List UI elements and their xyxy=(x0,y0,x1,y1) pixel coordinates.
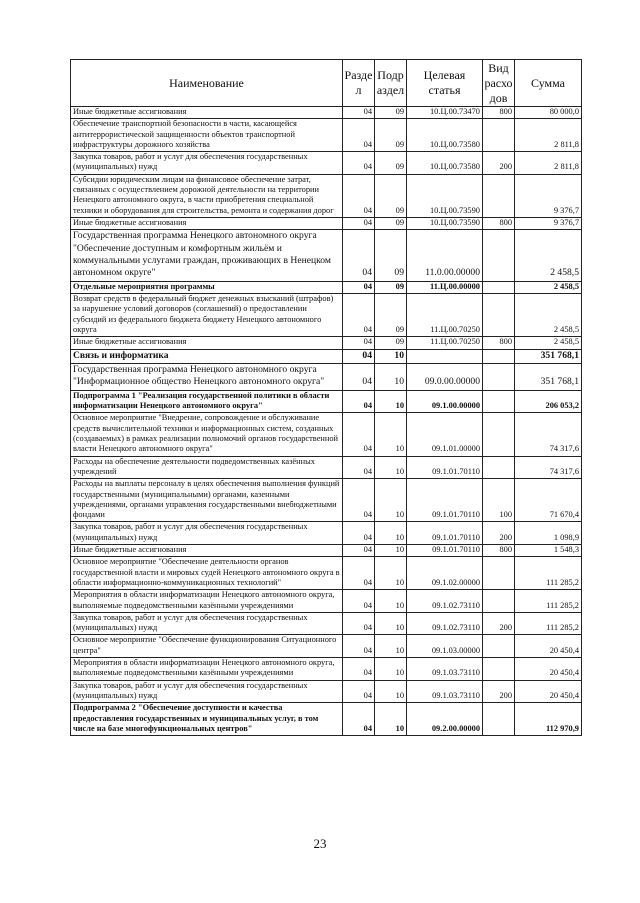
cell-section: 04 xyxy=(343,230,375,282)
cell-section: 04 xyxy=(343,456,375,479)
cell-sum: 1 548,3 xyxy=(515,545,582,557)
cell-expense-type xyxy=(483,349,515,363)
cell-sum: 71 670,4 xyxy=(515,479,582,522)
cell-name: Расходы на выплаты персоналу в целях обеспечения выполнения функций государственными (муниципальными) органами, казенными учреждениями, органами управления государственными внебюджетными фондами xyxy=(71,479,343,522)
table-row xyxy=(71,658,582,681)
cell-section: 04 xyxy=(343,174,375,217)
cell-expense-type: 200 xyxy=(483,152,515,175)
cell-section: 04 xyxy=(343,107,375,119)
cell-subsection: 10 xyxy=(375,545,407,557)
cell-target: 11.Ц.00.70250 xyxy=(407,337,483,349)
cell-subsection: 10 xyxy=(375,522,407,545)
cell-section: 04 xyxy=(343,479,375,522)
cell-expense-type xyxy=(483,230,515,282)
table-row xyxy=(71,522,582,545)
cell-expense-type xyxy=(483,703,515,736)
cell-expense-type: 800 xyxy=(483,545,515,557)
cell-sum: 2 458,5 xyxy=(515,294,582,337)
cell-expense-type xyxy=(483,119,515,152)
header-name: Наименование xyxy=(71,60,343,107)
cell-sum: 2 811,8 xyxy=(515,152,582,175)
cell-expense-type xyxy=(483,281,515,293)
header-target: Целевая статья xyxy=(407,60,483,107)
table-row xyxy=(71,590,582,613)
cell-sum: 2 458,5 xyxy=(515,337,582,349)
cell-subsection: 10 xyxy=(375,479,407,522)
cell-sum: 20 450,4 xyxy=(515,658,582,681)
cell-target: 09.1.02.00000 xyxy=(407,557,483,590)
cell-subsection: 09 xyxy=(375,294,407,337)
table-row xyxy=(71,680,582,703)
cell-target: 09.1.03.73110 xyxy=(407,680,483,703)
cell-sum: 9 376,7 xyxy=(515,217,582,229)
cell-subsection: 10 xyxy=(375,557,407,590)
cell-subsection: 09 xyxy=(375,107,407,119)
cell-name: Иные бюджетные ассигнования xyxy=(71,545,343,557)
cell-section: 04 xyxy=(343,152,375,175)
cell-subsection: 09 xyxy=(375,174,407,217)
cell-name: Закупка товаров, работ и услуг для обеспечения государственных (муниципальных) нужд xyxy=(71,152,343,175)
cell-name: Основное мероприятие "Обеспечение деятельности органов государственной власти и мировых судей Ненецкого автономного округа в области информационно-коммуникационных технологий" xyxy=(71,557,343,590)
cell-sum: 112 970,9 xyxy=(515,703,582,736)
cell-target: 10.Ц.00.73470 xyxy=(407,107,483,119)
cell-name: Государственная программа Ненецкого автономного округа "Информационное общество Ненецкого автономного округа" xyxy=(71,364,343,391)
cell-section: 04 xyxy=(343,680,375,703)
table-row xyxy=(71,217,582,229)
table-body xyxy=(71,107,582,736)
cell-name: Возврат средств в федеральный бюджет денежных взысканий (штрафов) за нарушение условий договоров (соглашений) о предоставлении субсидий из федерального бюджета бюджету Ненецкого автономного округа xyxy=(71,294,343,337)
cell-section: 04 xyxy=(343,390,375,413)
cell-sum: 111 285,2 xyxy=(515,557,582,590)
table-row xyxy=(71,413,582,456)
cell-name: Расходы на обеспечение деятельности подведомственных казённых учреждений xyxy=(71,456,343,479)
cell-subsection: 10 xyxy=(375,703,407,736)
cell-subsection: 09 xyxy=(375,217,407,229)
cell-target: 11.Ц.00.70250 xyxy=(407,294,483,337)
cell-section: 04 xyxy=(343,635,375,658)
cell-target: 10.Ц.00.73580 xyxy=(407,152,483,175)
cell-expense-type: 200 xyxy=(483,680,515,703)
cell-name: Иные бюджетные ассигнования xyxy=(71,217,343,229)
cell-target: 09.1.01.70110 xyxy=(407,522,483,545)
cell-name: Иные бюджетные ассигнования xyxy=(71,107,343,119)
table-row xyxy=(71,107,582,119)
cell-name: Закупка товаров, работ и услуг для обеспечения государственных (муниципальных) нужд xyxy=(71,680,343,703)
cell-expense-type xyxy=(483,658,515,681)
cell-section: 04 xyxy=(343,281,375,293)
cell-sum: 20 450,4 xyxy=(515,635,582,658)
table-row xyxy=(71,612,582,635)
cell-name: Основное мероприятие "Внедрение, сопровождение и обслуживание средств вычислительной техники и информационных систем, созданных (создаваемых) в рамках реализации полномочий органов государственной власти Ненецкого автономного округа" xyxy=(71,413,343,456)
cell-section: 04 xyxy=(343,294,375,337)
cell-sum: 74 317,6 xyxy=(515,413,582,456)
table-row xyxy=(71,294,582,337)
cell-name: Основное мероприятие "Обеспечение функционирования Ситуационного центра" xyxy=(71,635,343,658)
cell-subsection: 10 xyxy=(375,658,407,681)
cell-name: Иные бюджетные ассигнования xyxy=(71,337,343,349)
cell-subsection: 09 xyxy=(375,337,407,349)
cell-expense-type xyxy=(483,294,515,337)
cell-section: 04 xyxy=(343,217,375,229)
cell-name: Связь и информатика xyxy=(71,349,343,363)
cell-sum: 206 053,2 xyxy=(515,390,582,413)
table-row xyxy=(71,456,582,479)
cell-target: 10.Ц.00.73580 xyxy=(407,119,483,152)
table-row xyxy=(71,635,582,658)
cell-target: 09.0.00.00000 xyxy=(407,364,483,391)
cell-section: 04 xyxy=(343,413,375,456)
cell-subsection: 10 xyxy=(375,413,407,456)
cell-name: Закупка товаров, работ и услуг для обеспечения государственных (муниципальных) нужд xyxy=(71,522,343,545)
table-row xyxy=(71,281,582,293)
cell-expense-type xyxy=(483,635,515,658)
cell-target xyxy=(407,349,483,363)
cell-sum: 9 376,7 xyxy=(515,174,582,217)
cell-target: 11.Ц.00.00000 xyxy=(407,281,483,293)
cell-expense-type xyxy=(483,456,515,479)
cell-name: Закупка товаров, работ и услуг для обеспечения государственных (муниципальных) нужд xyxy=(71,612,343,635)
cell-section: 04 xyxy=(343,703,375,736)
cell-target: 09.1.00.00000 xyxy=(407,390,483,413)
cell-section: 04 xyxy=(343,364,375,391)
cell-section: 04 xyxy=(343,337,375,349)
cell-subsection: 10 xyxy=(375,635,407,658)
cell-name: Подпрограмма 1 "Реализация государственной политики в области информатизации Ненецкого автономного округа" xyxy=(71,390,343,413)
cell-section: 04 xyxy=(343,545,375,557)
header-section: Разде л xyxy=(343,60,375,107)
cell-sum: 351 768,1 xyxy=(515,364,582,391)
cell-section: 04 xyxy=(343,119,375,152)
cell-subsection: 10 xyxy=(375,680,407,703)
table-row xyxy=(71,557,582,590)
cell-subsection: 09 xyxy=(375,152,407,175)
table-row xyxy=(71,390,582,413)
cell-sum: 20 450,4 xyxy=(515,680,582,703)
cell-subsection: 09 xyxy=(375,281,407,293)
cell-sum: 74 317,6 xyxy=(515,456,582,479)
cell-expense-type: 800 xyxy=(483,107,515,119)
cell-expense-type: 800 xyxy=(483,217,515,229)
cell-expense-type: 800 xyxy=(483,337,515,349)
cell-target: 09.1.01.70110 xyxy=(407,545,483,557)
cell-target: 09.1.01.00000 xyxy=(407,413,483,456)
cell-section: 04 xyxy=(343,612,375,635)
cell-name: Мероприятия в области информатизации Ненецкого автономного округа, выполняемые подведомственными казёнными учреждениями xyxy=(71,590,343,613)
cell-sum: 351 768,1 xyxy=(515,349,582,363)
cell-sum: 2 458,5 xyxy=(515,281,582,293)
cell-name: Государственная программа Ненецкого автономного округа "Обеспечение доступным и комфортным жильём и коммунальными услугами граждан, проживающих в Ненецком автономном округе" xyxy=(71,230,343,282)
cell-subsection: 10 xyxy=(375,590,407,613)
table-row xyxy=(71,174,582,217)
cell-section: 04 xyxy=(343,590,375,613)
table-row xyxy=(71,337,582,349)
budget-table xyxy=(70,59,582,736)
cell-expense-type xyxy=(483,174,515,217)
cell-subsection: 10 xyxy=(375,390,407,413)
cell-subsection: 09 xyxy=(375,230,407,282)
cell-name: Подпрограмма 2 "Обеспечение доступности и качества предоставления государственных и муниципальных услуг, в том числе на базе многофункциональных центров" xyxy=(71,703,343,736)
cell-target: 09.1.01.70110 xyxy=(407,479,483,522)
cell-expense-type: 200 xyxy=(483,612,515,635)
cell-expense-type xyxy=(483,557,515,590)
cell-sum: 111 285,2 xyxy=(515,612,582,635)
cell-target: 10.Ц.00.73590 xyxy=(407,174,483,217)
cell-expense-type xyxy=(483,413,515,456)
cell-target: 09.1.01.70110 xyxy=(407,456,483,479)
table-row xyxy=(71,545,582,557)
header-sum: Сумма xyxy=(515,60,582,107)
cell-target: 11.0.00.00000 xyxy=(407,230,483,282)
cell-subsection: 09 xyxy=(375,119,407,152)
cell-expense-type: 200 xyxy=(483,522,515,545)
table-row xyxy=(71,479,582,522)
cell-name: Отдельные мероприятия программы xyxy=(71,281,343,293)
page-number: 23 xyxy=(313,836,327,851)
header-subsection: Подр аздел xyxy=(375,60,407,107)
cell-expense-type: 100 xyxy=(483,479,515,522)
cell-subsection: 10 xyxy=(375,349,407,363)
cell-section: 04 xyxy=(343,658,375,681)
cell-target: 10.Ц.00.73590 xyxy=(407,217,483,229)
table-row xyxy=(71,349,582,363)
cell-sum: 2 458,5 xyxy=(515,230,582,282)
table-row xyxy=(71,152,582,175)
cell-subsection: 10 xyxy=(375,612,407,635)
cell-section: 04 xyxy=(343,522,375,545)
cell-target: 09.1.03.73110 xyxy=(407,658,483,681)
cell-sum: 80 000,0 xyxy=(515,107,582,119)
cell-subsection: 10 xyxy=(375,364,407,391)
cell-sum: 2 811,8 xyxy=(515,119,582,152)
table-header-row xyxy=(71,60,582,107)
cell-sum: 1 098,9 xyxy=(515,522,582,545)
cell-name: Обеспечение транспортной безопасности в части, касающейся антитеррористической защищенности объектов транспортной инфраструктуры дорожного хозяйства xyxy=(71,119,343,152)
cell-expense-type xyxy=(483,390,515,413)
cell-sum: 111 285,2 xyxy=(515,590,582,613)
table-row xyxy=(71,119,582,152)
cell-section: 04 xyxy=(343,349,375,363)
cell-name: Мероприятия в области информатизации Ненецкого автономного округа, выполняемые подведомственными казёнными учреждениями xyxy=(71,658,343,681)
cell-expense-type xyxy=(483,590,515,613)
table-row xyxy=(71,364,582,391)
table-row xyxy=(71,230,582,282)
cell-target: 09.1.02.73110 xyxy=(407,590,483,613)
cell-target: 09.1.03.00000 xyxy=(407,635,483,658)
cell-section: 04 xyxy=(343,557,375,590)
header-expense-type: Вид расхо дов xyxy=(484,60,513,105)
cell-expense-type xyxy=(483,364,515,391)
table-row xyxy=(71,703,582,736)
cell-name: Субсидии юридическим лицам на финансовое обеспечение затрат, связанных с осуществлением дорожной деятельности на территории Ненецкого автономного округа, в части приобретения специальной техники и оборудования для строительства, ремонта и содержания дорог xyxy=(71,174,343,217)
cell-target: 09.2.00.00000 xyxy=(407,703,483,736)
cell-target: 09.1.02.73110 xyxy=(407,612,483,635)
cell-subsection: 10 xyxy=(375,456,407,479)
